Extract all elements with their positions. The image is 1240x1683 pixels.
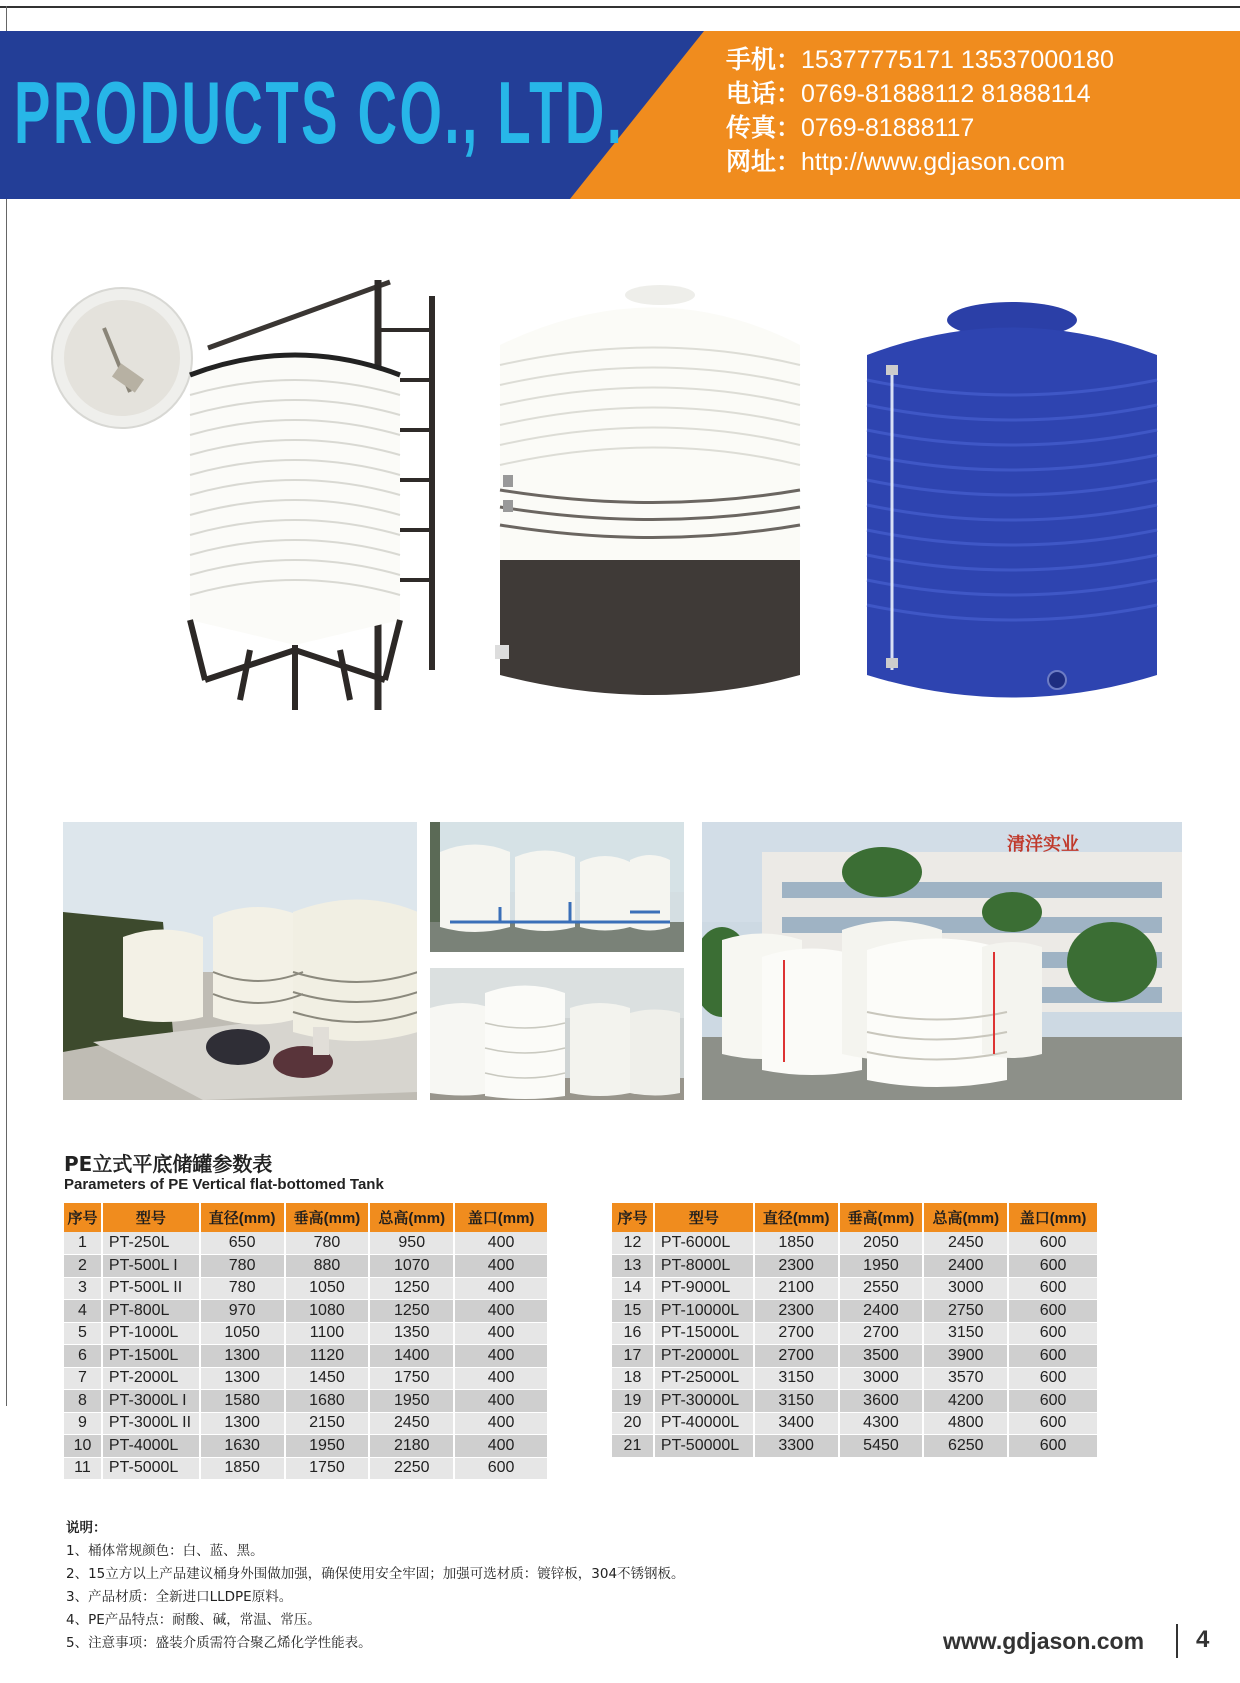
note-item: 2、15立方以上产品建议桶身外围做加强，确保使用安全牢固；加强可选材质：镀锌板，304不锈钢板。 <box>66 1566 685 1582</box>
cell-index: 12 <box>612 1232 654 1255</box>
cell-vertical-height: 1950 <box>839 1255 924 1278</box>
table-row <box>64 1345 548 1368</box>
cell-model: PT-25000L <box>654 1367 754 1390</box>
two-tone-tank-illustration <box>495 275 815 715</box>
cell-lid: 400 <box>454 1277 548 1300</box>
table-row <box>612 1412 1098 1435</box>
contact-value: 0769-81888112 81888114 <box>801 80 1091 108</box>
cell-diameter: 3400 <box>754 1412 839 1435</box>
col-header-diameter: 直径(mm) <box>754 1203 839 1232</box>
cell-total-height: 1250 <box>369 1300 454 1323</box>
col-header-vertical-height: 垂高(mm) <box>285 1203 370 1232</box>
cell-model: PT-1500L <box>102 1345 200 1368</box>
cell-vertical-height: 3600 <box>839 1390 924 1413</box>
table-row <box>64 1232 548 1255</box>
cell-diameter: 3150 <box>754 1367 839 1390</box>
cell-diameter: 2100 <box>754 1277 839 1300</box>
note-item: 1、桶体常规颜色：白、蓝、黑。 <box>66 1543 264 1559</box>
cell-vertical-height: 1050 <box>285 1277 370 1300</box>
cell-total-height: 3900 <box>923 1345 1008 1368</box>
cell-total-height: 1750 <box>369 1367 454 1390</box>
cell-vertical-height: 2400 <box>839 1300 924 1323</box>
cell-lid: 600 <box>1008 1300 1098 1323</box>
cell-model: PT-50000L <box>654 1435 754 1458</box>
cell-model: PT-500L I <box>102 1255 200 1278</box>
cell-vertical-height: 4300 <box>839 1412 924 1435</box>
cell-lid: 600 <box>1008 1412 1098 1435</box>
cell-model: PT-20000L <box>654 1345 754 1368</box>
factory-sign: 清洋实业 <box>1007 834 1079 855</box>
cell-model: PT-6000L <box>654 1232 754 1255</box>
contact-label: 手机： <box>726 46 802 74</box>
contact-fax <box>726 111 1114 145</box>
footer-url: www.gdjason.com <box>943 1628 1145 1654</box>
cell-index: 4 <box>64 1300 102 1323</box>
table-row <box>612 1232 1098 1255</box>
cell-diameter: 1580 <box>200 1390 285 1413</box>
cell-diameter: 1300 <box>200 1367 285 1390</box>
product-photo-two-tone-tank <box>495 275 815 715</box>
cell-index: 14 <box>612 1277 654 1300</box>
cell-index: 13 <box>612 1255 654 1278</box>
table-row <box>64 1390 548 1413</box>
cell-vertical-height: 880 <box>285 1255 370 1278</box>
cell-total-height: 2250 <box>369 1457 454 1480</box>
gallery-photo-installation-bottom <box>430 968 684 1100</box>
table-row <box>64 1457 548 1480</box>
cell-model: PT-8000L <box>654 1255 754 1278</box>
cell-vertical-height: 1950 <box>285 1435 370 1458</box>
cell-total-height: 2400 <box>923 1255 1008 1278</box>
table-title: PE立式平底储罐参数表 <box>64 1152 273 1176</box>
product-photo-blue-tank <box>862 300 1167 715</box>
table-row <box>64 1435 548 1458</box>
cell-diameter: 2700 <box>754 1322 839 1345</box>
col-header-model: 型号 <box>654 1203 754 1232</box>
col-header-total-height: 总高(mm) <box>369 1203 454 1232</box>
gallery-photo-installation-top <box>430 822 684 952</box>
cell-lid: 400 <box>454 1322 548 1345</box>
cell-diameter: 2300 <box>754 1255 839 1278</box>
table-row <box>612 1322 1098 1345</box>
cell-total-height: 2450 <box>923 1232 1008 1255</box>
cell-lid: 400 <box>454 1367 548 1390</box>
cell-vertical-height: 3000 <box>839 1367 924 1390</box>
table-row <box>64 1322 548 1345</box>
table-header-row <box>612 1203 1098 1232</box>
cell-model: PT-5000L <box>102 1457 200 1480</box>
table-row <box>612 1277 1098 1300</box>
cell-model: PT-800L <box>102 1300 200 1323</box>
cell-diameter: 970 <box>200 1300 285 1323</box>
footer-divider <box>1176 1624 1178 1658</box>
contact-phone <box>726 77 1114 111</box>
cell-lid: 400 <box>454 1390 548 1413</box>
cell-lid: 600 <box>1008 1367 1098 1390</box>
cell-model: PT-1000L <box>102 1322 200 1345</box>
contact-label: 网址： <box>726 148 802 176</box>
cell-total-height: 2180 <box>369 1435 454 1458</box>
cell-vertical-height: 5450 <box>839 1435 924 1458</box>
table-row <box>612 1345 1098 1368</box>
cell-total-height: 3000 <box>923 1277 1008 1300</box>
table-header-row <box>64 1203 548 1232</box>
cell-lid: 600 <box>1008 1435 1098 1458</box>
cell-total-height: 1350 <box>369 1322 454 1345</box>
cell-index: 18 <box>612 1367 654 1390</box>
page-number: 4 <box>1196 1626 1210 1653</box>
col-header-index: 序号 <box>612 1203 654 1232</box>
table-row <box>64 1300 548 1323</box>
col-header-lid: 盖口(mm) <box>1008 1203 1098 1232</box>
cell-model: PT-3000L I <box>102 1390 200 1413</box>
contact-value: 0769-81888117 <box>801 114 975 142</box>
cell-total-height: 3570 <box>923 1367 1008 1390</box>
cell-diameter: 1300 <box>200 1412 285 1435</box>
cell-diameter: 1050 <box>200 1322 285 1345</box>
table-row <box>612 1255 1098 1278</box>
cell-vertical-height: 2550 <box>839 1277 924 1300</box>
cell-diameter: 650 <box>200 1232 285 1255</box>
cell-lid: 400 <box>454 1435 548 1458</box>
cell-lid: 600 <box>454 1457 548 1480</box>
header-banner <box>0 31 1240 199</box>
cell-lid: 400 <box>454 1345 548 1368</box>
cell-total-height: 950 <box>369 1232 454 1255</box>
cell-vertical-height: 1120 <box>285 1345 370 1368</box>
note-item: 4、PE产品特点：耐酸、碱，常温、常压。 <box>66 1612 321 1628</box>
table-row <box>64 1277 548 1300</box>
table-row <box>64 1367 548 1390</box>
cell-index: 2 <box>64 1255 102 1278</box>
cell-total-height: 4200 <box>923 1390 1008 1413</box>
col-header-vertical-height: 垂高(mm) <box>839 1203 924 1232</box>
cell-model: PT-250L <box>102 1232 200 1255</box>
site-photo-illustration <box>63 822 417 1100</box>
product-photo-cone-tank <box>40 270 450 720</box>
col-header-diameter: 直径(mm) <box>200 1203 285 1232</box>
contact-block <box>726 43 1114 179</box>
cell-lid: 400 <box>454 1412 548 1435</box>
table-row <box>612 1367 1098 1390</box>
cell-lid: 600 <box>1008 1232 1098 1255</box>
cell-index: 11 <box>64 1457 102 1480</box>
top-rule <box>0 6 1240 8</box>
cell-index: 21 <box>612 1435 654 1458</box>
note-item: 5、注意事项：盛装介质需符合聚乙烯化学性能表。 <box>66 1635 372 1651</box>
cell-diameter: 3300 <box>754 1435 839 1458</box>
cell-total-height: 1250 <box>369 1277 454 1300</box>
gallery-photo-factory <box>702 822 1182 1100</box>
cell-index: 20 <box>612 1412 654 1435</box>
cell-total-height: 6250 <box>923 1435 1008 1458</box>
cell-model: PT-2000L <box>102 1367 200 1390</box>
cell-vertical-height: 2700 <box>839 1322 924 1345</box>
cell-index: 19 <box>612 1390 654 1413</box>
table-row <box>612 1300 1098 1323</box>
cell-lid: 400 <box>454 1232 548 1255</box>
table-subtitle: Parameters of PE Vertical flat-bottomed Tank <box>64 1176 384 1193</box>
cell-model: PT-500L II <box>102 1277 200 1300</box>
cell-lid: 600 <box>1008 1322 1098 1345</box>
cell-vertical-height: 1680 <box>285 1390 370 1413</box>
cell-vertical-height: 2050 <box>839 1232 924 1255</box>
table-row <box>64 1412 548 1435</box>
cell-vertical-height: 1450 <box>285 1367 370 1390</box>
contact-value: http://www.gdjason.com <box>801 148 1066 176</box>
contact-label: 传真： <box>726 114 802 142</box>
cell-model: PT-4000L <box>102 1435 200 1458</box>
contact-mobile <box>726 43 1114 77</box>
table-row <box>612 1435 1098 1458</box>
cell-index: 7 <box>64 1367 102 1390</box>
cell-total-height: 2450 <box>369 1412 454 1435</box>
cell-index: 5 <box>64 1322 102 1345</box>
installation-top-illustration <box>430 822 684 952</box>
cell-lid: 400 <box>454 1255 548 1278</box>
cell-diameter: 780 <box>200 1255 285 1278</box>
installation-bottom-illustration <box>430 968 684 1100</box>
cell-index: 17 <box>612 1345 654 1368</box>
cell-index: 8 <box>64 1390 102 1413</box>
cell-diameter: 780 <box>200 1277 285 1300</box>
cell-diameter: 2300 <box>754 1300 839 1323</box>
notes-heading: 说明： <box>66 1520 107 1536</box>
cell-vertical-height: 1750 <box>285 1457 370 1480</box>
contact-label: 电话： <box>726 80 802 108</box>
col-header-total-height: 总高(mm) <box>923 1203 1008 1232</box>
cell-index: 10 <box>64 1435 102 1458</box>
col-header-model: 型号 <box>102 1203 200 1232</box>
cell-index: 6 <box>64 1345 102 1368</box>
cell-total-height: 2750 <box>923 1300 1008 1323</box>
cell-total-height: 1400 <box>369 1345 454 1368</box>
cell-index: 1 <box>64 1232 102 1255</box>
spec-table-left <box>64 1203 549 1480</box>
table-row <box>64 1255 548 1278</box>
cell-lid: 600 <box>1008 1255 1098 1278</box>
notes-block <box>66 1517 685 1655</box>
cell-total-height: 1070 <box>369 1255 454 1278</box>
cell-vertical-height: 1080 <box>285 1300 370 1323</box>
factory-photo-illustration <box>702 822 1182 1100</box>
cell-diameter: 3150 <box>754 1390 839 1413</box>
cell-vertical-height: 3500 <box>839 1345 924 1368</box>
cell-index: 16 <box>612 1322 654 1345</box>
cell-diameter: 1630 <box>200 1435 285 1458</box>
cone-tank-illustration <box>40 270 450 720</box>
cell-lid: 600 <box>1008 1390 1098 1413</box>
cell-model: PT-15000L <box>654 1322 754 1345</box>
cell-index: 9 <box>64 1412 102 1435</box>
cell-total-height: 3150 <box>923 1322 1008 1345</box>
cell-index: 15 <box>612 1300 654 1323</box>
cell-model: PT-30000L <box>654 1390 754 1413</box>
cell-diameter: 1850 <box>754 1232 839 1255</box>
col-header-index: 序号 <box>64 1203 102 1232</box>
cell-lid: 400 <box>454 1300 548 1323</box>
contact-value: 15377775171 13537000180 <box>801 46 1114 74</box>
cell-model: PT-40000L <box>654 1412 754 1435</box>
note-item: 3、产品材质：全新进口LLDPE原料。 <box>66 1589 293 1605</box>
company-name: PRODUCTS CO., LTD. <box>14 63 625 162</box>
spec-table-right <box>612 1203 1099 1458</box>
blue-tank-illustration <box>862 300 1167 715</box>
col-header-lid: 盖口(mm) <box>454 1203 548 1232</box>
left-rule <box>6 6 7 1406</box>
cell-vertical-height: 780 <box>285 1232 370 1255</box>
cell-total-height: 4800 <box>923 1412 1008 1435</box>
cell-vertical-height: 2150 <box>285 1412 370 1435</box>
cell-lid: 600 <box>1008 1345 1098 1368</box>
cell-vertical-height: 1100 <box>285 1322 370 1345</box>
cell-total-height: 1950 <box>369 1390 454 1413</box>
gallery-photo-site <box>63 822 417 1100</box>
cell-diameter: 2700 <box>754 1345 839 1368</box>
cell-model: PT-9000L <box>654 1277 754 1300</box>
cell-diameter: 1300 <box>200 1345 285 1368</box>
contact-website <box>726 145 1114 179</box>
cell-model: PT-10000L <box>654 1300 754 1323</box>
cell-lid: 600 <box>1008 1277 1098 1300</box>
cell-model: PT-3000L II <box>102 1412 200 1435</box>
cell-index: 3 <box>64 1277 102 1300</box>
cell-diameter: 1850 <box>200 1457 285 1480</box>
table-row <box>612 1390 1098 1413</box>
